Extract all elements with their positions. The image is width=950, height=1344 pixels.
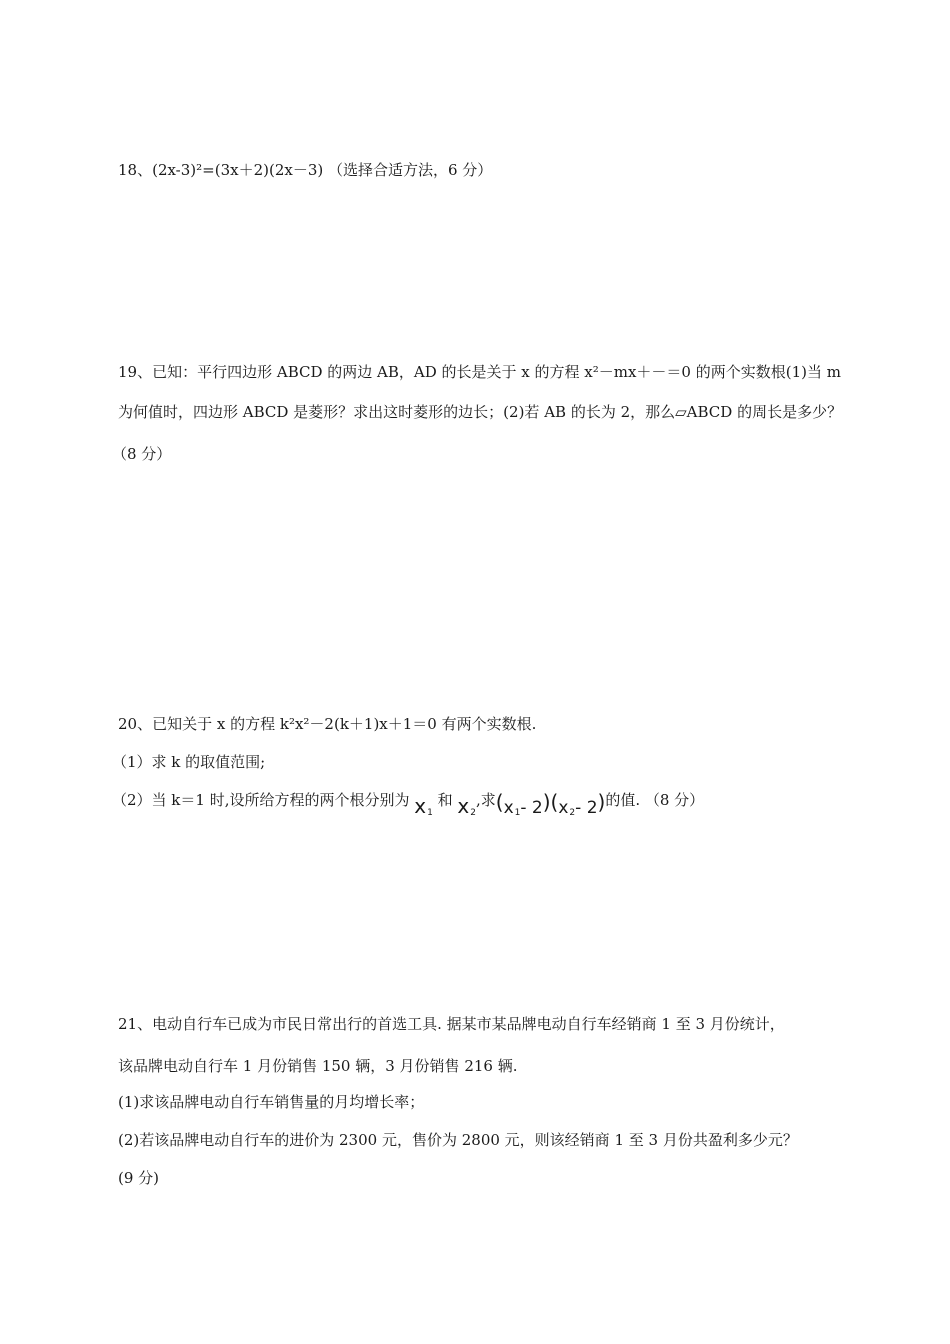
- expression-mid-paren-icon: )(: [542, 790, 559, 814]
- expr-minus-2-b: - 2: [575, 798, 598, 818]
- root-x1-var: x: [414, 794, 427, 818]
- question-19-line-1: 19、已知：平行四边形 ABCD 的两边 AB，AD 的长是关于 x 的方程 x²－mx＋－＝0 的两个实数根(1)当 m: [118, 363, 841, 381]
- expression-close-paren-icon: ): [597, 790, 606, 814]
- expr-x1: [504, 798, 521, 823]
- root-x1-subscript: 1: [427, 808, 433, 818]
- question-20-suffix: 的值. （8 分）: [605, 791, 705, 809]
- expression-open-paren-icon: (: [495, 790, 504, 814]
- question-20-line-1: 20、已知关于 x 的方程 k²x²－2(k＋1)x＋1＝0 有两个实数根.: [118, 715, 537, 733]
- root-x2-var: x: [457, 794, 470, 818]
- expr-x2-var: x: [558, 798, 569, 818]
- question-19-line-3: （8 分）: [112, 445, 172, 463]
- expr-x1-var: x: [503, 798, 514, 818]
- question-18-text: 18、(2x-3)²=(3x＋2)(2x－3) （选择合适方法，6 分）: [118, 161, 493, 179]
- expr-x2-subscript: 2: [569, 808, 576, 818]
- question-19-line-2: 为何值时，四边形 ABCD 是菱形？求出这时菱形的边长；(2)若 AB 的长为 2，那么▱ABCD 的周长是多少？: [118, 403, 843, 421]
- question-21-line-3: (1)求该品牌电动自行车销售量的月均增长率；: [118, 1093, 425, 1111]
- expr-minus-2-a: - 2: [520, 798, 543, 818]
- ask-word: ,求: [476, 791, 496, 809]
- and-word: 和: [437, 791, 453, 809]
- expr-x2: [558, 798, 575, 823]
- root-x1: [414, 796, 433, 823]
- question-20-line-2: （1）求 k 的取值范围;: [112, 753, 266, 771]
- question-21-line-4: (2)若该品牌电动自行车的进价为 2300 元，售价为 2800 元，则该经销商 1 至 3 月份共盈利多少元？: [118, 1131, 798, 1149]
- root-x2-subscript: 2: [470, 808, 476, 818]
- root-x2: [457, 796, 476, 823]
- question-20-line-3: [112, 790, 704, 823]
- expr-x1-subscript: 1: [514, 808, 521, 818]
- question-20-part2-prefix: （2）当 k＝1 时,设所给方程的两个根分别为: [112, 791, 410, 809]
- question-21-line-1: 21、电动自行车已成为市民日常出行的首选工具. 据某市某品牌电动自行车经销商 1 至 3 月份统计，: [118, 1015, 785, 1033]
- question-21-line-2: 该品牌电动自行车 1 月份销售 150 辆，3 月份销售 216 辆.: [118, 1057, 518, 1075]
- question-21-line-5: (9 分): [118, 1169, 160, 1187]
